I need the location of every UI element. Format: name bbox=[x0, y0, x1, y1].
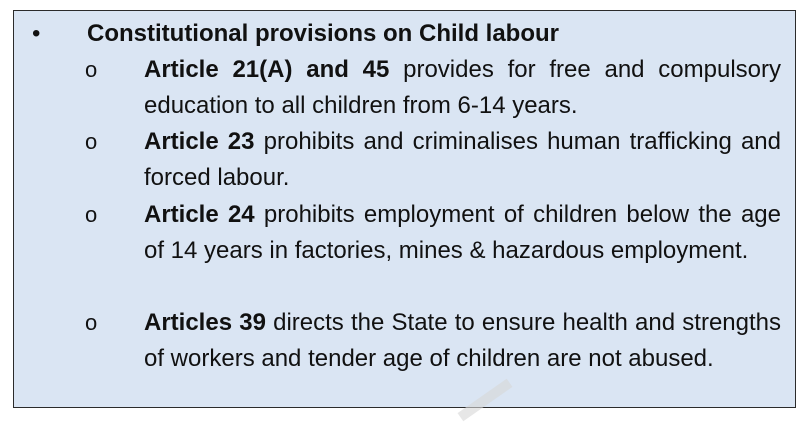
list-item-article-23 bbox=[85, 124, 781, 196]
list-item-article-21a-45 bbox=[85, 52, 781, 124]
info-box bbox=[13, 10, 796, 408]
article-description: directs the State to ensure health and strengths of workers and tender age of children are not abused. bbox=[144, 309, 782, 372]
article-description: provides for free and compulsory education to all children from 6-14 years. bbox=[144, 56, 781, 119]
main-bullet: • bbox=[32, 20, 41, 47]
article-description: prohibits and criminalises human trafficking and forced labour. bbox=[144, 128, 781, 191]
list-item-articles-39 bbox=[85, 305, 782, 377]
sub-bullet: o bbox=[85, 202, 98, 227]
article-label: Articles 39 bbox=[144, 309, 266, 336]
sub-bullet: o bbox=[85, 129, 98, 154]
article-description: prohibits employment of children below the age of 14 years in factories, mines & hazardous employment. bbox=[144, 201, 781, 264]
article-label: Article 23 bbox=[144, 128, 255, 155]
article-label: Article 24 bbox=[144, 201, 255, 228]
sub-bullet: o bbox=[85, 57, 98, 82]
sub-bullet: o bbox=[85, 310, 98, 335]
article-label: Article 21(A) and 45 bbox=[144, 56, 390, 83]
section-heading: Constitutional provisions on Child labour bbox=[87, 20, 559, 47]
list-item-article-24 bbox=[85, 197, 781, 269]
